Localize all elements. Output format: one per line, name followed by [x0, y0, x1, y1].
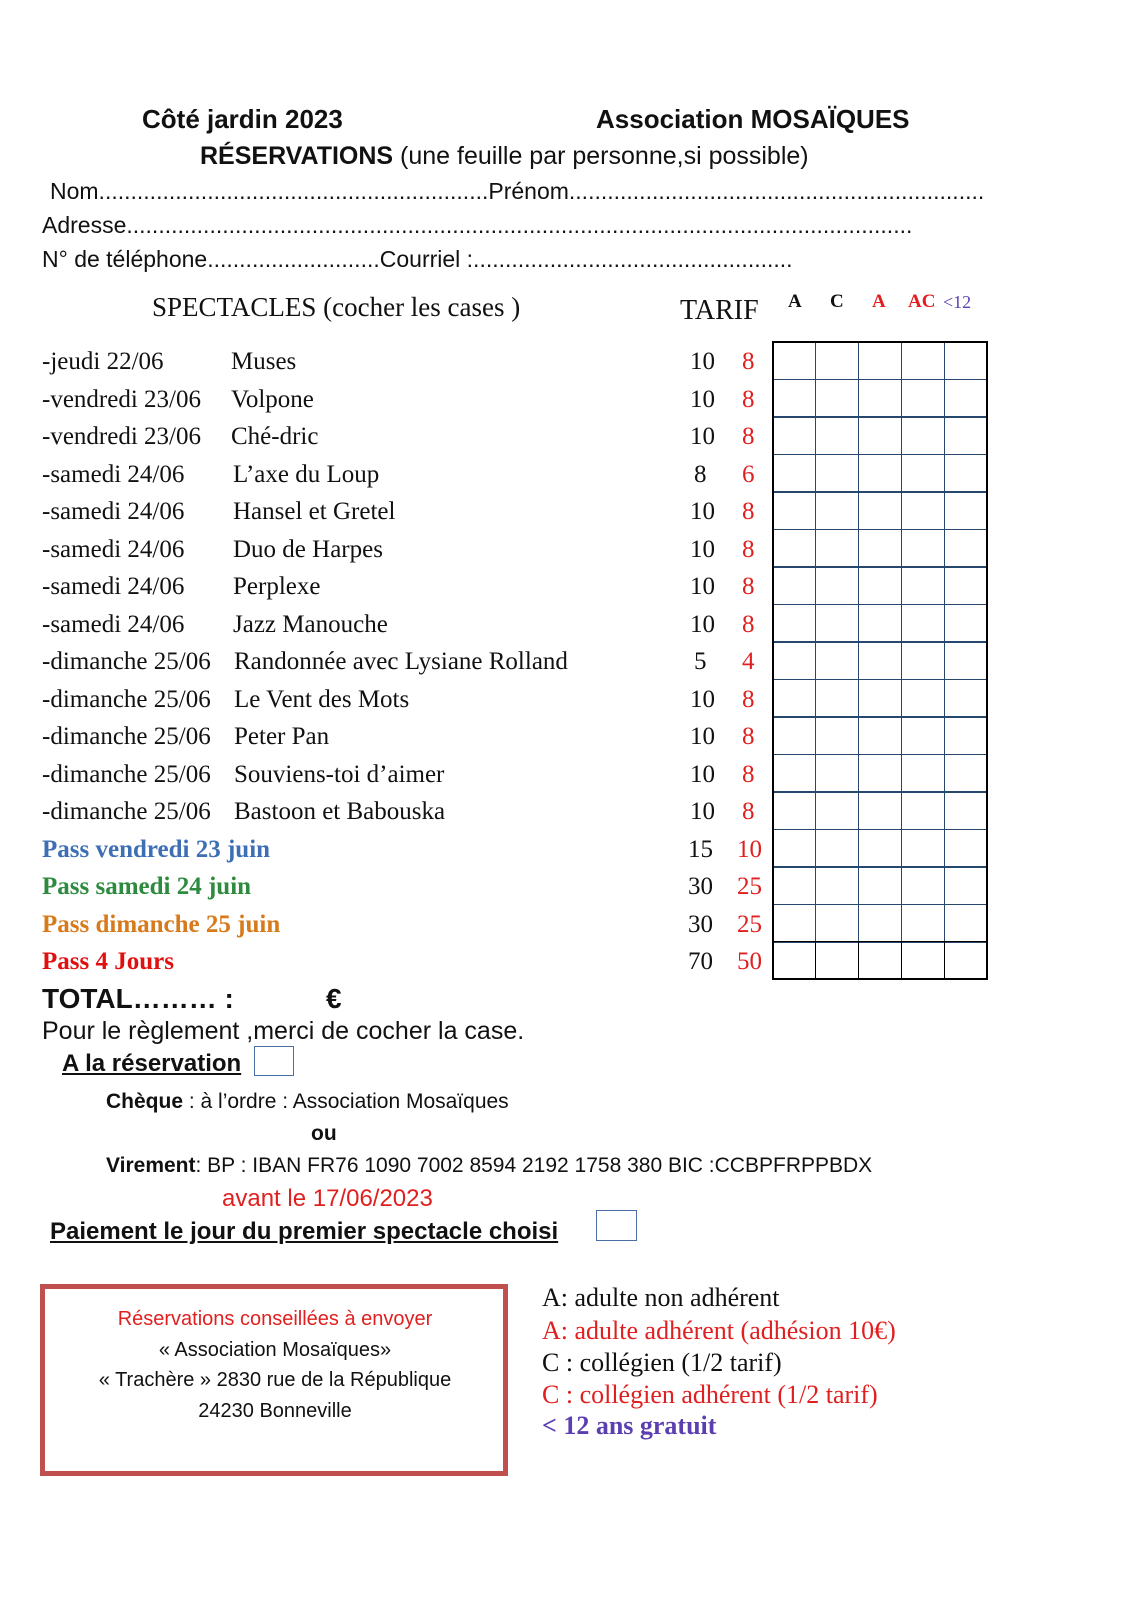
- spectacle-member-price: 8: [742, 723, 755, 750]
- cheque-text: : à l’ordre : Association Mosaïques: [183, 1090, 509, 1113]
- spectacle-member-price: 8: [742, 348, 755, 375]
- spectacle-title: Le Vent des Mots: [234, 685, 410, 713]
- spectacle-price: 10: [690, 723, 715, 750]
- at-reservation-checkbox[interactable]: [254, 1046, 294, 1076]
- spectacle-member-price: 8: [742, 798, 755, 825]
- cheque-bold: Chèque: [106, 1090, 184, 1113]
- virement-line: [106, 1155, 872, 1176]
- spectacle-price: 10: [690, 685, 715, 713]
- spectacle-price: 10: [690, 348, 715, 375]
- spectacle-date: -jeudi 22/06: [42, 348, 164, 375]
- spectacle-date: -dimanche 25/06: [42, 760, 211, 788]
- spectacle-member-price: 8: [742, 760, 755, 788]
- legend-item: A: adulte adhérent (adhésion 10€): [542, 1316, 896, 1345]
- spectacle-date: -samedi 24/06: [42, 460, 185, 488]
- spectacle-member-price: 8: [742, 685, 755, 713]
- spectacle-price: 10: [690, 610, 715, 638]
- cheque-line: [106, 1091, 509, 1112]
- spectacle-date: -samedi 24/06: [42, 498, 185, 525]
- pass-member-price: 25: [737, 910, 762, 938]
- spectacle-member-price: 8: [742, 498, 755, 525]
- spectacle-member-price: 8: [742, 385, 755, 413]
- spectacle-title: Bastoon et Babouska: [234, 798, 446, 825]
- event-title: Côté jardin 2023: [142, 104, 343, 134]
- pass-label: Pass dimanche 25 juin: [42, 910, 281, 938]
- column-header-2: C: [830, 291, 844, 312]
- column-header-5: <12: [943, 292, 972, 312]
- pass-price: 30: [688, 910, 713, 938]
- telephone-courriel-field[interactable]: N° de téléphone...........................Courriel :..................................................: [42, 246, 793, 272]
- spectacle-member-price: 8: [742, 423, 755, 450]
- total-label: TOTAL……… :: [42, 983, 234, 1014]
- pass-label: Pass samedi 24 juin: [42, 873, 252, 900]
- spectacle-date: -dimanche 25/06: [42, 798, 211, 825]
- column-header-4: AC: [908, 291, 936, 312]
- spectacle-title: Jazz Manouche: [233, 610, 388, 638]
- pass-member-price: 25: [737, 873, 762, 900]
- spectacle-date: -samedi 24/06: [42, 573, 185, 600]
- spectacle-price: 10: [690, 573, 715, 600]
- adresse-field[interactable]: Adresse...........................................................................................................................: [42, 212, 913, 238]
- spectacles-header: SPECTACLES (cocher les cases ): [152, 292, 521, 322]
- spectacle-price: 10: [690, 498, 715, 525]
- reservations-heading: [200, 144, 809, 169]
- virement-text: : BP : IBAN FR76 1090 7002 8594 2192 1758 380 BIC :CCBPFRPPBDX: [195, 1154, 873, 1177]
- address-line-3: « Trachère » 2830 rue de la République: [98, 1369, 452, 1391]
- spectacle-member-price: 6: [742, 460, 755, 488]
- spectacle-title: L’axe du Loup: [233, 460, 380, 488]
- payment-instruction: Pour le règlement ,merci de cocher la case.: [42, 1017, 525, 1045]
- spectacle-title: Perplexe: [233, 573, 321, 600]
- pass-price: 70: [688, 948, 713, 975]
- spectacle-member-price: 8: [742, 535, 755, 563]
- spectacle-title: Souviens-toi d’aimer: [234, 760, 445, 788]
- spectacle-date: -samedi 24/06: [42, 535, 185, 563]
- spectacle-title: Volpone: [231, 385, 314, 413]
- spectacle-member-price: 4: [742, 648, 755, 675]
- spectacle-title: Muses: [231, 348, 297, 375]
- column-header-1: A: [788, 291, 802, 312]
- pass-label: Pass vendredi 23 juin: [42, 835, 271, 863]
- or-text: ou: [311, 1122, 337, 1145]
- spectacle-date: -dimanche 25/06: [42, 723, 211, 750]
- spectacle-member-price: 8: [742, 610, 755, 638]
- spectacle-date: -dimanche 25/06: [42, 648, 211, 675]
- address-line-2: « Association Mosaïques»: [158, 1339, 392, 1361]
- spectacle-price: 10: [690, 760, 715, 788]
- spectacle-date: -samedi 24/06: [42, 610, 185, 638]
- spectacle-title: Duo de Harpes: [233, 535, 383, 563]
- address-line-4: 24230 Bonneville: [198, 1400, 352, 1422]
- column-header-3: A: [872, 291, 886, 312]
- legend-item: < 12 ans gratuit: [542, 1411, 717, 1440]
- deadline-text: avant le 17/06/2023: [222, 1185, 433, 1212]
- spectacle-title: Ché-dric: [231, 423, 319, 450]
- tarif-header: TARIF: [680, 295, 759, 326]
- legend-item: C : collégien adhérent (1/2 tarif): [542, 1380, 878, 1409]
- spectacle-title: Hansel et Gretel: [233, 498, 396, 525]
- pass-member-price: 50: [737, 948, 762, 975]
- spectacle-price: 10: [690, 535, 715, 563]
- at-reservation-label: A la réservation: [62, 1050, 242, 1077]
- total-currency: €: [326, 983, 342, 1014]
- association-title: Association MOSAÏQUES: [596, 104, 910, 134]
- legend-item: A: adulte non adhérent: [542, 1283, 780, 1312]
- spectacle-date: -vendredi 23/06: [42, 385, 201, 413]
- spectacle-price: 8: [694, 460, 707, 488]
- spectacle-price: 10: [690, 798, 715, 825]
- reservations-note: (une feuille par personne,si possible): [400, 142, 809, 170]
- pass-label: Pass 4 Jours: [42, 948, 174, 975]
- spectacle-price: 10: [690, 385, 715, 413]
- pay-on-day-checkbox[interactable]: [596, 1210, 637, 1241]
- spectacle-title: Peter Pan: [234, 723, 330, 750]
- address-line-1: Réservations conseillées à envoyer: [117, 1308, 433, 1330]
- nom-prenom-field[interactable]: Nom.............................................................Prénom.................................................................: [50, 178, 985, 204]
- pay-on-day-label: Paiement le jour du premier spectacle choisi: [50, 1218, 559, 1245]
- pass-price: 15: [688, 835, 713, 863]
- spectacle-price: 5: [694, 648, 707, 675]
- pass-price: 30: [688, 873, 713, 900]
- virement-bold: Virement: [106, 1154, 196, 1177]
- spectacle-date: -vendredi 23/06: [42, 423, 201, 450]
- checkbox-grid-frame: [772, 341, 988, 980]
- legend-item: C : collégien (1/2 tarif): [542, 1348, 782, 1377]
- spectacle-title: Randonnée avec Lysiane Rolland: [234, 648, 568, 675]
- pass-member-price: 10: [737, 835, 762, 863]
- spectacle-member-price: 8: [742, 573, 755, 600]
- reservations-bold: RÉSERVATIONS: [200, 142, 394, 170]
- spectacle-date: -dimanche 25/06: [42, 685, 211, 713]
- spectacle-price: 10: [690, 423, 715, 450]
